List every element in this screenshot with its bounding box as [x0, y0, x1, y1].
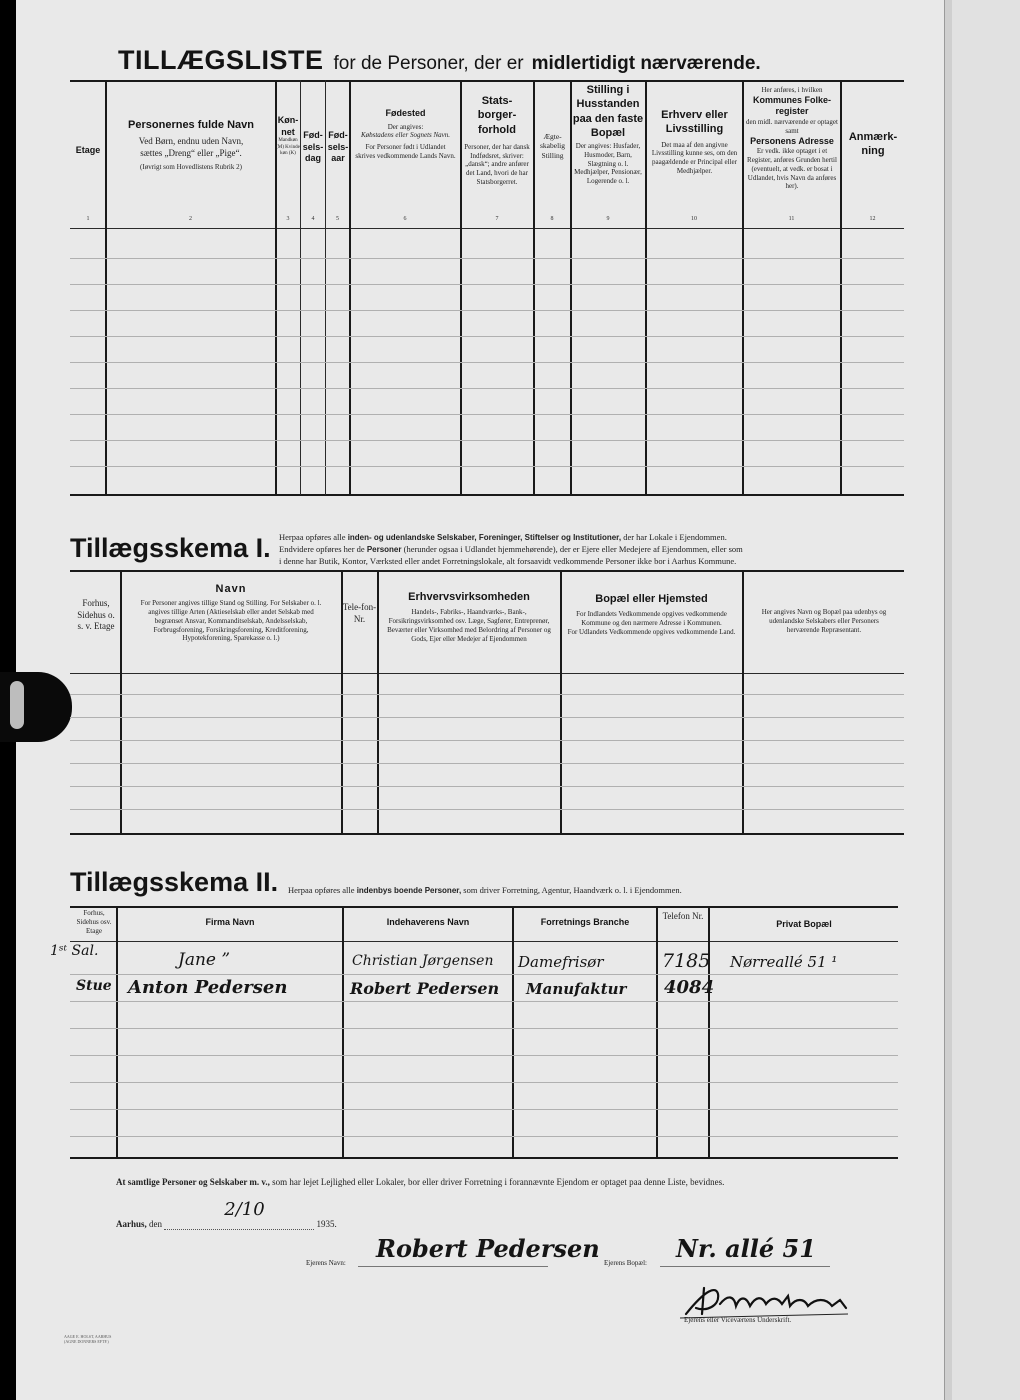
col-divider	[708, 906, 710, 1158]
row-line	[70, 694, 904, 695]
col-header-konnet: Køn-net Mandkøn (M) Kvindekøn (K)	[276, 115, 300, 156]
skema2-col-bopael: Privat Bopæl	[776, 919, 832, 929]
skema1-col-erhverv: Erhvervsvirksomheden Handels-, Fabriks-, Haandværks-, Bank-, Forsikringsvirksomhed osv. Læge, Sagfører, Entreprenør, Beværter eller Virksomhed med Belordring af Personer og Gods, Ejer eller Medejer af Ejendommen	[387, 591, 551, 643]
col-divider	[105, 80, 107, 495]
row1-indehaver: Christian Jørgensen	[352, 953, 494, 969]
col-number: 7	[495, 216, 499, 222]
col-divider	[645, 80, 647, 495]
printer-mark: AAGE E. HOLST, AARHUS (AGNE DONNERS EFTF.)	[64, 1334, 112, 1344]
handwritten-date: 2/10	[224, 1199, 265, 1220]
form-title	[118, 45, 761, 76]
col-number: 11	[788, 216, 795, 222]
col-number: 8	[550, 216, 554, 222]
row-line	[70, 1136, 898, 1137]
owner-address-label: Ejerens Bopæl:	[604, 1259, 647, 1267]
col-divider	[342, 906, 344, 1158]
col-header-stilling: Stilling i Husstanden paa den faste Bopæl Der angives: Husfader, Husmoder, Barn, Slægtning o. l. Medhjælper, Pensionær, Logerende o. l.	[572, 84, 644, 186]
row-line	[70, 258, 904, 259]
row2-branche: Manufaktur	[526, 980, 627, 998]
header-bottom-border	[70, 228, 904, 229]
row-line	[70, 1001, 898, 1002]
col-number: 6	[403, 216, 407, 222]
row1-bopael: Nørreallé 51 ¹	[730, 953, 838, 971]
col-header-fodselsaar: Fød-sels-aar	[327, 130, 349, 164]
col-number: 4	[311, 216, 315, 222]
col-divider	[377, 570, 379, 834]
row-line	[70, 466, 904, 467]
form-title-bold: TILLÆGSLISTE	[118, 45, 324, 75]
binder-clip-highlight	[10, 681, 24, 729]
skema2-intro: Herpaa opføres alle indenbys boende Personer, som driver Forretning, Agentur, Haandværk o. l. i Ejendommen.	[288, 885, 682, 895]
row-line	[70, 440, 904, 441]
place-date: Aarhus, den 2/10 1935.	[116, 1199, 337, 1229]
skema1-bottom-border	[70, 833, 904, 835]
col-divider	[742, 80, 744, 495]
col-divider	[742, 570, 744, 834]
row2-firma: Anton Pedersen	[128, 977, 288, 998]
row-line	[70, 974, 898, 975]
signature-label: Ejerens eller Viceværtens Underskrift.	[684, 1316, 792, 1324]
row-line	[70, 809, 904, 810]
skema2-col-indehaver: Indehaverens Navn	[386, 917, 470, 927]
row-line	[70, 284, 904, 285]
skema1-col-etage: Forhus, Sidehus o. s. v. Etage	[77, 598, 115, 632]
row-line	[70, 1028, 898, 1029]
skema2-header-border	[70, 941, 898, 942]
row-line	[70, 763, 904, 764]
skema2-col-firma: Firma Navn	[205, 917, 255, 927]
skema2-col-telefon: Telefon Nr.	[662, 911, 704, 921]
col-divider	[120, 570, 122, 834]
row-line	[70, 362, 904, 363]
row-line	[70, 717, 904, 718]
skema2-bottom-border	[70, 1157, 898, 1159]
col-number: 1	[86, 216, 90, 222]
row-line	[70, 1082, 898, 1083]
skema1-col-bopael: Bopæl eller Hjemsted For Indlandets Vedkommende opgives vedkommende Kommune og den nærmere Adresse i Kommunen. For Udlandets Vedkommende opgives vedkommende Land.	[567, 593, 736, 636]
col-header-fodested: Fødested Der angives: Købstadens eller Sognets Navn. For Personer født i Udlandet skrives vedkommende Lands Navn.	[355, 108, 456, 160]
row2-etage: Stue	[76, 978, 112, 994]
skema2-top-border	[70, 906, 898, 908]
document-page	[16, 0, 950, 1400]
owner-name-line	[358, 1266, 548, 1267]
skema1-top-border	[70, 570, 904, 572]
row-line	[70, 414, 904, 415]
skema1-intro: Herpaa opføres alle inden- og udenlandske Selskaber, Foreninger, Stiftelser og Institutioner, der har Lokale i Ejendommen. Endvidere opføres her de Personer (herunder ogsaa i Udlandet hjemmehørende), der er Ejere eller Medejere af Ejendommen, eller som i denne har Butik, Kontor, Værksted eller andet Forretningslokale, alt forsaavidt vedkommende Personer ikke bor i Aarhus Kommune.	[279, 532, 743, 566]
row-line	[70, 1109, 898, 1110]
row1-telefon: 7185	[662, 950, 711, 972]
col-header-etage: Etage	[75, 145, 101, 155]
col-divider	[512, 906, 514, 1158]
row1-etage: 1ˢᵗ Sal.	[50, 943, 99, 959]
skema1-col-navn: Navn For Personer angives tillige Stand og Stilling. For Selskaber o. l. angives tillige Arten (Aktieselskab eller andet Selskab med begrænset Ansvar, Kommanditselskab, Andelsselskab, Forbrugsforening, Forsikringsforening, Kreditforening, Hypotekforening, Sparekasse o. l.)	[140, 583, 322, 643]
row2-telefon: 4084	[664, 977, 715, 998]
skema2-col-etage: Forhus, Sidehus osv. Etage	[76, 909, 112, 936]
col-header-erhverv: Erhverv eller Livsstilling Det maa af den angivne Livsstilling kunne ses, om den paagældende er Principal eller Medhjælper.	[651, 109, 738, 175]
form-title-rest-bold: midlertidigt nærværende.	[531, 53, 761, 74]
col-number: 5	[336, 216, 339, 222]
page-edge	[944, 0, 952, 1400]
col-number: 2	[189, 216, 192, 222]
owner-address-handwritten: Nr. allé 51	[676, 1234, 816, 1263]
col-divider	[560, 570, 562, 834]
attestation-statement: At samtlige Personer og Selskaber m. v., som har lejet Lejlighed eller Lokaler, bor eller driver Forretning i forannævnte Ejendom er optaget paa denne Liste, bevidnes.	[116, 1177, 725, 1187]
col-number: 12	[869, 216, 876, 222]
col-divider	[656, 906, 658, 1158]
row-line	[70, 336, 904, 337]
row-line	[70, 740, 904, 741]
col-number: 3	[286, 216, 290, 222]
col-number: 9	[606, 216, 610, 222]
skema1-header-border	[70, 673, 904, 674]
row-line	[70, 786, 904, 787]
adjacent-page	[952, 0, 1020, 1400]
owner-name-signature: Robert Pedersen	[376, 1234, 600, 1263]
row-line	[70, 388, 904, 389]
skema1-col-repraesentant: Her angives Navn og Bopæl paa udenbys og udenlandske Selskabers eller Personers herværende Repræsentant.	[761, 608, 887, 635]
table-bottom-border	[70, 494, 904, 496]
col-header-fodselsdag: Fød-sels-dag	[302, 130, 324, 164]
row-line	[70, 1055, 898, 1056]
form-title-rest: for de Personer, der er	[333, 53, 524, 74]
caretaker-signature	[676, 1284, 856, 1320]
row2-indehaver: Robert Pedersen	[350, 979, 500, 998]
owner-name-label: Ejerens Navn:	[306, 1259, 346, 1267]
col-header-aegteskabelig: Ægte-skabelig Stilling	[540, 132, 565, 160]
row1-firma: Jane ”	[178, 950, 231, 970]
row-line	[70, 310, 904, 311]
skema1-col-telefon: Tele-fon-Nr.	[342, 602, 377, 624]
owner-address-line	[660, 1266, 830, 1267]
col-header-folkeregister: Her anføres, i hvilken Kommunes Folke-register den midl. nærværende er optaget samt Personens Adresse Er vedk. ikke optaget i et Register, anføres Grunden hertil (eventuelt, at vedk. er bosat i Udlandet, hvis Navn da anføres her).	[746, 86, 838, 191]
table-top-border	[70, 80, 904, 82]
col-divider	[116, 906, 118, 1158]
skema2-col-branche: Forretnings Branche	[540, 917, 630, 927]
col-number: 10	[691, 216, 697, 222]
col-header-anmaerkning: Anmærk-ning	[848, 131, 898, 158]
col-header-navn: Personernes fulde Navn Ved Børn, endnu uden Navn, sættes „Dreng“ eller „Pige“. (Iøvrigt som Hovedlistens Rubrik 2)	[128, 119, 254, 171]
row1-branche: Damefrisør	[518, 953, 604, 971]
skema2-title: Tillægsskema II.	[70, 867, 279, 897]
col-header-statsborger: Stats-borger-forhold Personer, der har dansk Indfødsret, skriver: „dansk“; andre anfører det Land, hvori de har Statsborgerret.	[464, 95, 530, 186]
skema1-title: Tillægsskema I.	[70, 533, 271, 563]
